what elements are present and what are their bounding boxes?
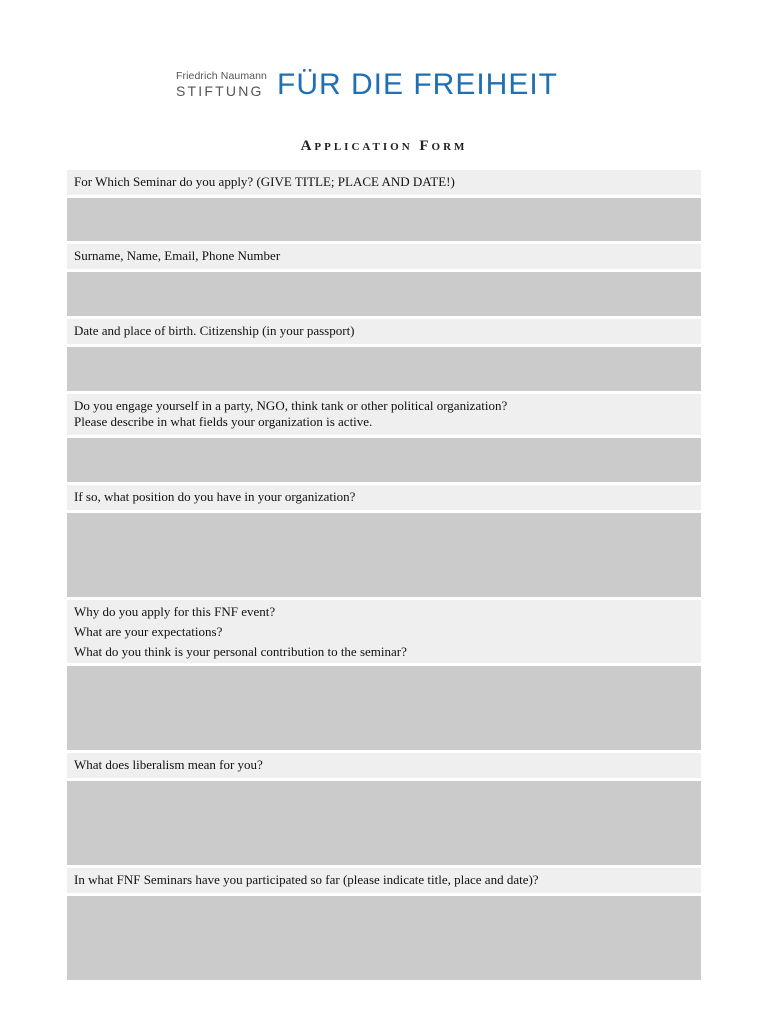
question-line: If so, what position do you have in your organization?: [74, 489, 356, 504]
question-liberalism: [67, 753, 701, 778]
question-position: [67, 485, 701, 510]
question-line: Surname, Name, Email, Phone Number: [74, 248, 281, 263]
answer-field-birth-citizenship[interactable]: [67, 347, 701, 391]
answer-field-seminar[interactable]: [67, 198, 701, 241]
question-line: What does liberalism mean for you?: [74, 757, 263, 772]
question-line: Please describe in what fields your organization is active.: [74, 414, 373, 429]
logo-tagline: FÜR DIE FREIHEIT: [277, 68, 559, 101]
question-line: Why do you apply for this FNF event?: [74, 604, 276, 619]
logo-line-1: Friedrich Naumann: [176, 69, 267, 82]
answer-field-motivation[interactable]: [67, 666, 701, 750]
question-line: In what FNF Seminars have you participated so far (please indicate title, place and date)?: [74, 872, 539, 887]
question-line: What are your expectations?: [74, 624, 223, 639]
question-motivation: [67, 600, 701, 663]
question-line: Date and place of birth. Citizenship (in your passport): [74, 323, 355, 338]
question-organization: [67, 394, 701, 435]
answer-field-previous-seminars[interactable]: [67, 896, 701, 980]
question-seminar: [67, 170, 701, 195]
question-line: Do you engage yourself in a party, NGO, think tank or other political organization?: [74, 398, 508, 413]
question-previous-seminars: [67, 868, 701, 893]
form-title: Application Form: [300, 138, 468, 154]
logo-foundation-name: [176, 71, 267, 99]
answer-field-position[interactable]: [67, 513, 701, 597]
answer-field-organization[interactable]: [67, 438, 701, 482]
question-line: What do you think is your personal contribution to the seminar?: [74, 644, 407, 659]
answer-field-liberalism[interactable]: [67, 781, 701, 865]
application-form: [67, 170, 701, 980]
fnf-logo: [176, 68, 559, 101]
answer-field-contact[interactable]: [67, 272, 701, 316]
question-birth-citizenship: [67, 319, 701, 344]
question-line: For Which Seminar do you apply? (GIVE TITLE; PLACE AND DATE!): [74, 174, 455, 189]
logo-line-2: STIFTUNG: [176, 83, 264, 99]
question-contact: [67, 244, 701, 269]
